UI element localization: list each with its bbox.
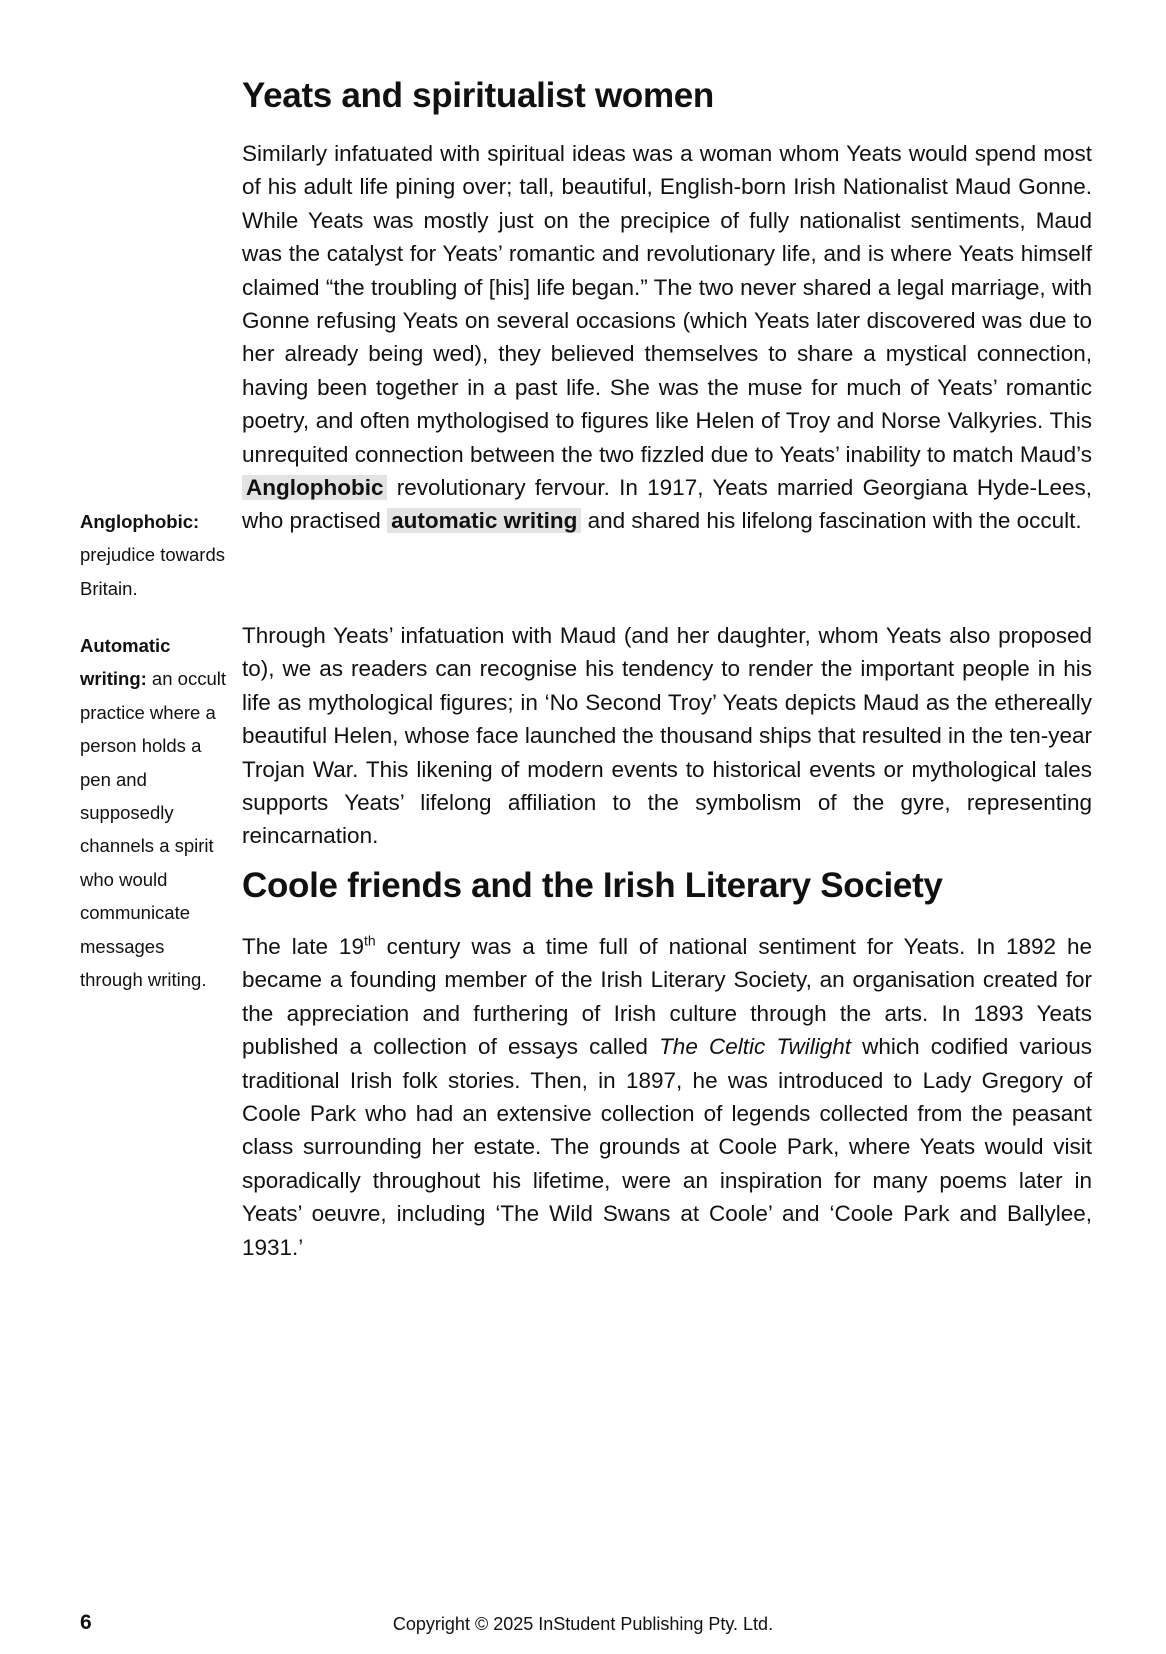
copyright-footer: Copyright © 2025 InStudent Publishing Pty. Ltd. (392, 1614, 774, 1634)
glossary-note-term: Anglophobic: (80, 511, 200, 532)
paragraph-irish-literary-society (242, 930, 1092, 1264)
paragraph-text: The late 19 (242, 934, 364, 959)
page-title: Yeats and spiritualist women (242, 76, 715, 115)
paragraph-mythological-figures: Through Yeats’ infatuation with Maud (and her daughter, whom Yeats also proposed to), we as readers can recognise his tendency to render the important people in his life as mythological figures; in ‘No Second Troy’ Yeats depicts Maud as the ethereally beautiful Helen, whose face launched the thousand ships that resulted in the ten-year Trojan War. This likening of modern events to historical events or mythological tales supports Yeats’ lifelong affiliation to the symbolism of the gyre, representing reincarnation. (242, 623, 1092, 849)
paragraph-maud-gonne (242, 137, 1092, 538)
glossary-note-term: Automatic writing: (80, 635, 171, 690)
paragraph-text: century was a time full of national sentiment for Yeats. In 1892 he became a founding member of the Irish Literary Society, an organisation created for the appreciation and furthering of Irish culture through the arts. In 1893 Yeats published a collection of essays called (242, 934, 1093, 1060)
glossary-term-highlight-anglophobic: Anglophobic (242, 475, 387, 500)
glossary-note-definition: prejudice towards Britain. (80, 544, 225, 599)
section-title-coole-friends: Coole friends and the Irish Literary Society (242, 866, 943, 905)
paragraph-text: Similarly infatuated with spiritual ideas was a woman whom Yeats would spend most of his adult life pining over; tall, beautiful, English-born Irish Nationalist Maud Gonne. While Yeats was mostly just on the precipice of fully nationalist sentiments, Maud was the catalyst for Yeats’ romantic and revolutionary life, and is where Yeats himself claimed “the troubling of [his] life began.” The two never shared a legal marriage, with Gonne refusing Yeats on several occasions (which Yeats later discovered was due to her already being wed), they believed themselves to share a mystical connection, having been together in a past life. She was the muse for much of Yeats’ romantic poetry, and often mythologised to figures like Helen of Troy and Norse Valkyries. This unrequited connection between the two fizzled due to Yeats’ inability to match Maud’s (242, 141, 1092, 467)
glossary-term-highlight-automatic-writing: automatic writing (387, 508, 581, 533)
paragraph-text: which codified various traditional Irish folk stories. Then, in 1897, he was introduced to Lady Gregory of Coole Park who had an extensive collection of legends collected from the peasant class surrounding her estate. The grounds at Coole Park, where Yeats would visit sporadically throughout his lifetime, were an inspiration for many poems later in Yeats’ oeuvre, including ‘The Wild Swans at Coole’ and ‘Coole Park and Ballylee, 1931.’ (242, 1034, 1092, 1260)
glossary-note-automatic-writing (80, 629, 230, 996)
book-title: The Celtic Twilight (659, 1034, 851, 1060)
glossary-note-definition: an occult practice where a person holds a pen and supposedly channels a spirit who would communicate messages through writing. (80, 668, 226, 991)
glossary-note-anglophobic (80, 505, 230, 605)
paragraph-text: revolutionary fervour. In 1917, Yeats married Georgiana Hyde-Lees, who practised (242, 475, 1092, 534)
superscript-ordinal: th (363, 932, 376, 949)
paragraph-text: and shared his lifelong fascination with the occult. (581, 508, 1082, 534)
page-number: 6 (80, 1611, 92, 1634)
